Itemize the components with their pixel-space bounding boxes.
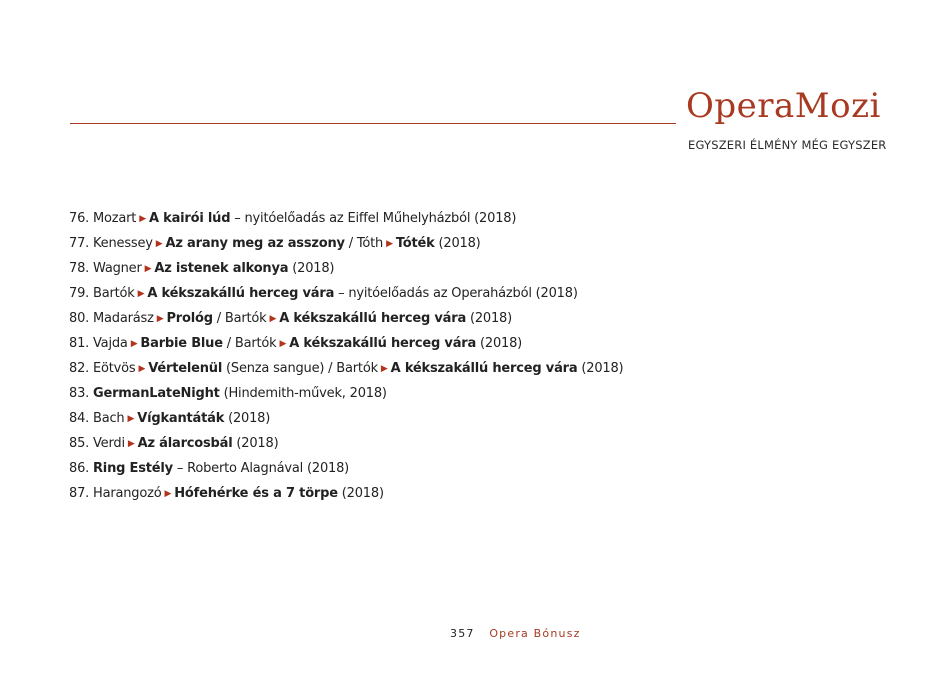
- play-arrow-icon: ▶: [380, 364, 388, 374]
- play-arrow-icon: ▶: [127, 414, 135, 424]
- list-item: [69, 258, 669, 283]
- item-text: Bach: [93, 411, 125, 426]
- work-title: Az istenek alkonya: [154, 261, 289, 276]
- item-text: (2018): [466, 311, 512, 326]
- play-arrow-icon: ▶: [144, 264, 152, 274]
- item-number: 76.: [69, 211, 90, 226]
- item-text: / Bartók: [222, 336, 277, 351]
- item-number: 83.: [69, 386, 90, 401]
- work-title: Vígkantáták: [137, 411, 225, 426]
- work-title: Barbie Blue: [140, 336, 223, 351]
- item-number: 81.: [69, 336, 90, 351]
- play-arrow-icon: ▶: [138, 364, 146, 374]
- item-text: (2018): [434, 236, 481, 251]
- item-number: 84.: [69, 411, 90, 426]
- work-title: A kékszakállú herceg vára: [289, 336, 477, 351]
- brand-title: OperaMozi: [686, 86, 881, 126]
- work-title: A kékszakállú herceg vára: [147, 286, 335, 301]
- item-text: Wagner: [93, 261, 142, 276]
- item-number: 85.: [69, 436, 90, 451]
- item-text: Madarász: [93, 311, 154, 326]
- item-text: – nyitóelőadás az Eiffel Műhelyházból (2018): [230, 211, 517, 226]
- item-text: / Tóth: [344, 236, 384, 251]
- play-arrow-icon: ▶: [130, 339, 138, 349]
- item-text: (2018): [288, 261, 335, 276]
- item-number: 87.: [69, 486, 90, 501]
- list-item: [69, 358, 669, 383]
- item-text: – Roberto Alagnával (2018): [172, 461, 350, 476]
- work-title: Tóték: [395, 236, 435, 251]
- list-item: [69, 233, 669, 258]
- item-text: (2018): [224, 411, 271, 426]
- page-number: 357: [450, 627, 475, 640]
- header-rule: [70, 123, 676, 124]
- list-item: [69, 208, 669, 233]
- item-number: 80.: [69, 311, 90, 326]
- work-title: Prológ: [166, 311, 213, 326]
- item-text: (2018): [577, 361, 624, 376]
- work-title: Vértelenül: [148, 361, 223, 376]
- item-text: Verdi: [93, 436, 125, 451]
- item-text: Eötvös: [93, 361, 136, 376]
- item-text: (Hindemith-művek, 2018): [219, 386, 387, 401]
- item-number: 78.: [69, 261, 90, 276]
- play-arrow-icon: ▶: [139, 214, 146, 224]
- play-arrow-icon: ▶: [269, 314, 277, 324]
- play-arrow-icon: ▶: [127, 439, 135, 449]
- work-title: Az álarcosbál: [137, 436, 233, 451]
- work-title: A kékszakállú herceg vára: [279, 311, 467, 326]
- play-arrow-icon: ▶: [279, 339, 287, 349]
- work-title: Ring Estély: [93, 461, 173, 476]
- item-number: 82.: [69, 361, 90, 376]
- list-item: [69, 308, 669, 333]
- play-arrow-icon: ▶: [155, 239, 163, 249]
- item-number: 77.: [69, 236, 90, 251]
- work-title: GermanLateNight: [93, 386, 220, 401]
- item-text: Bartók: [93, 286, 135, 301]
- item-number: 79.: [69, 286, 90, 301]
- item-text: Harangozó: [93, 486, 162, 501]
- program-list: [69, 208, 669, 508]
- page-footer: [450, 627, 581, 640]
- list-item: [69, 433, 669, 458]
- item-text: (2018): [476, 336, 523, 351]
- item-text: (2018): [232, 436, 279, 451]
- item-text: Kenessey: [93, 236, 153, 251]
- play-arrow-icon: ▶: [156, 314, 164, 324]
- list-item: [69, 483, 669, 508]
- item-text: Mozart: [93, 211, 137, 226]
- work-title: A kékszakállú herceg vára: [390, 361, 578, 376]
- list-item: [69, 383, 669, 408]
- play-arrow-icon: ▶: [137, 289, 145, 299]
- brand-subtitle: EGYSZERI ÉLMÉNY MÉG EGYSZER: [688, 138, 887, 152]
- list-item: [69, 283, 669, 308]
- item-number: 86.: [69, 461, 90, 476]
- work-title: Hófehérke és a 7 törpe: [174, 486, 338, 501]
- section-name: Opera Bónusz: [489, 627, 581, 640]
- play-arrow-icon: ▶: [164, 489, 172, 499]
- list-item: [69, 458, 669, 483]
- play-arrow-icon: ▶: [386, 239, 393, 249]
- item-text: / Bartók: [212, 311, 267, 326]
- item-text: – nyitóelőadás az Operaházból (2018): [334, 286, 578, 301]
- list-item: [69, 408, 669, 433]
- item-text: (Senza sangue) / Bartók: [222, 361, 378, 376]
- list-item: [69, 333, 669, 358]
- item-text: (2018): [337, 486, 384, 501]
- work-title: Az arany meg az asszony: [165, 236, 345, 251]
- item-text: Vajda: [93, 336, 128, 351]
- work-title: A kairói lúd: [148, 211, 231, 226]
